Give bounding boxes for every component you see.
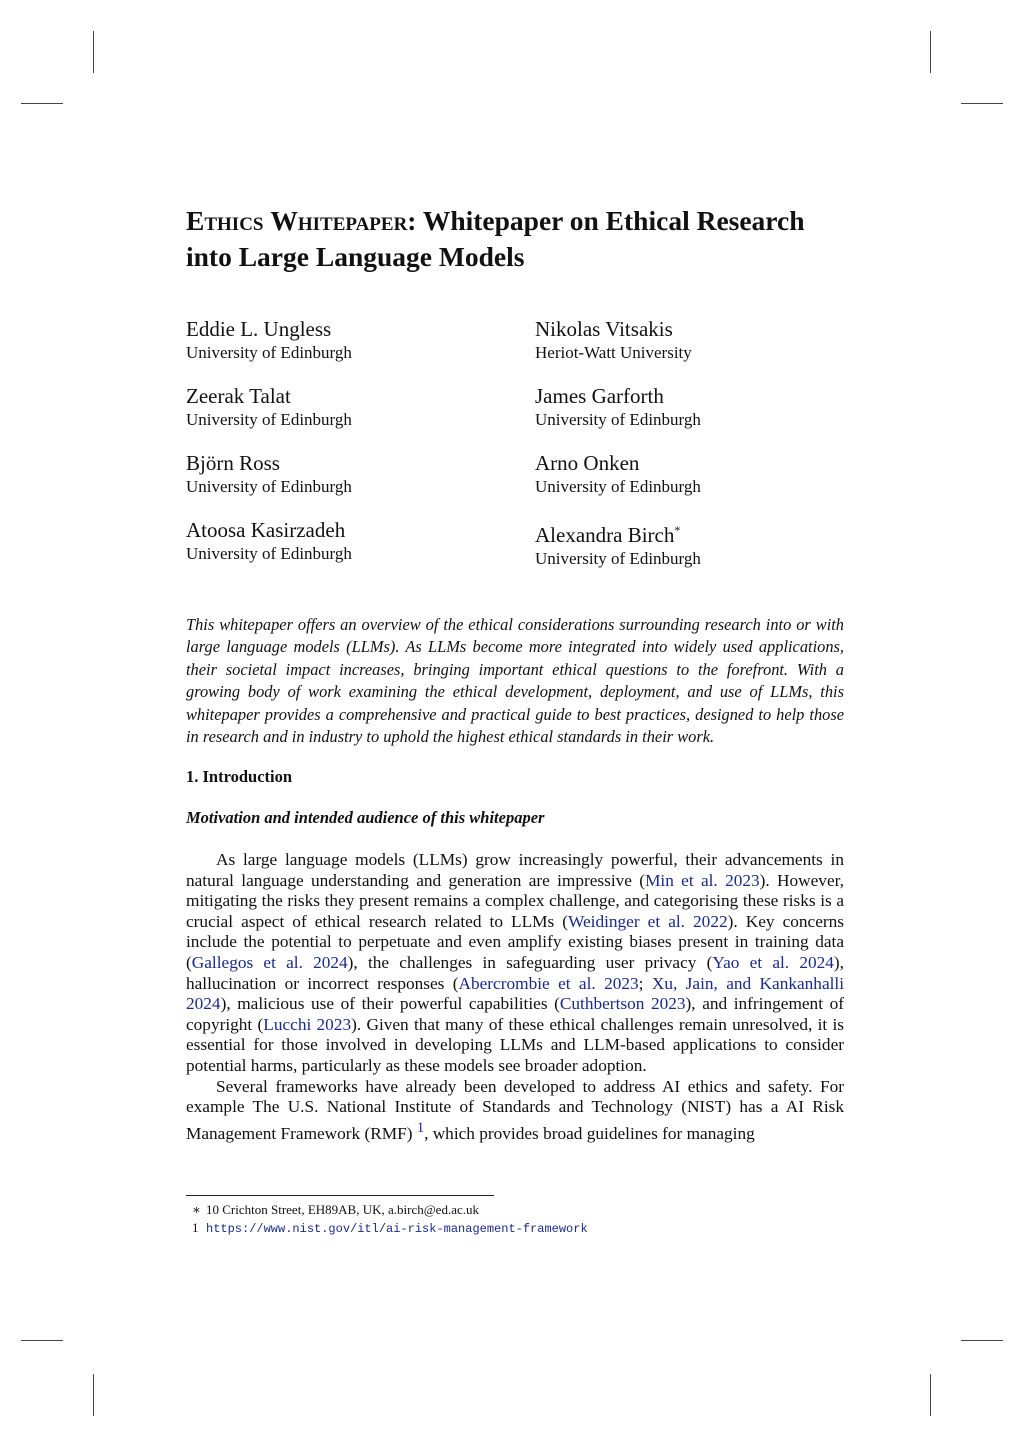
author-name: Zeerak Talat <box>186 384 291 408</box>
citation-link[interactable]: Yao et al. 2024 <box>712 952 834 972</box>
footnotes <box>192 1201 842 1238</box>
crop-mark <box>961 103 1003 104</box>
author <box>535 316 855 364</box>
author-affiliation: University of Edinburgh <box>186 477 352 496</box>
body-text <box>186 850 844 1144</box>
author-affiliation: University of Edinburgh <box>535 410 701 429</box>
author <box>186 450 506 498</box>
author <box>186 383 506 431</box>
author-name: Nikolas Vitsakis <box>535 317 673 341</box>
author <box>535 450 855 498</box>
author-name: Atoosa Kasirzadeh <box>186 518 346 542</box>
footnote-link[interactable]: 1 <box>416 1119 425 1136</box>
footnote-rule <box>186 1195 494 1196</box>
footnote: ∗ 10 Crichton Street, EH89AB, UK, a.birch@ed.ac.uk <box>192 1202 479 1217</box>
citation-link[interactable]: Gallegos et al. 2024 <box>191 952 348 972</box>
crop-mark <box>21 103 63 104</box>
author <box>186 316 506 364</box>
citation-link[interactable]: Lucchi 2023 <box>263 1014 352 1034</box>
author-name: Björn Ross <box>186 451 280 475</box>
citation-link[interactable]: Cuthbertson 2023 <box>559 994 686 1014</box>
author-name: Alexandra Birch* <box>535 523 681 547</box>
footnote-marker: * <box>674 523 681 537</box>
crop-mark <box>93 31 94 73</box>
author <box>535 383 855 431</box>
author-name: Eddie L. Ungless <box>186 317 332 341</box>
abstract: This whitepaper offers an overview of the ethical considerations surrounding research into or with large language models (LLMs). As LLMs become more integrated into widely used applications, their societal impact increases, bringing important ethical questions to the forefront. With a growing body of work examining the ethical development, deployment, and use of LLMs, this whitepaper provides a comprehensive and practical guide to best practices, designed to help those in research and in industry to uphold the highest ethical standards in their work. <box>186 615 844 747</box>
paragraph: As large language models (LLMs) grow increasingly powerful, their advancements in natural language understanding and generation are impressive (Min et al. 2023). However, mitigating the risks they present remains a complex challenge, and categorising these risks is a crucial aspect of ethical research related to LLMs (Weidinger et al. 2022). Key concerns include the potential to perpetuate and even amplify existing biases present in training data (Gallegos et al. 2024), the challenges in safeguarding user privacy (Yao et al. 2024), hallucination or incorrect responses (Abercrombie et al. 2023; Xu, Jain, and Kankanhalli 2024), malicious use of their powerful capabilities (Cuthbertson 2023), and infringement of copyright (Lucchi 2023). Given that many of these ethical challenges remain unresolved, it is essential for those involved in developing LLMs and LLM-based applications to consider potential harms, particularly as these models see broader adoption. <box>186 850 845 1075</box>
author-affiliation: University of Edinburgh <box>535 477 701 496</box>
author-name: Arno Onken <box>535 451 640 475</box>
footnote-url-link[interactable]: https://www.nist.gov/itl/ai-risk-management-framework <box>206 1222 588 1236</box>
crop-mark <box>930 1374 931 1416</box>
author-affiliation: University of Edinburgh <box>186 544 352 563</box>
section-heading: 1. Introduction <box>186 767 293 786</box>
author-affiliation: University of Edinburgh <box>186 343 352 362</box>
author <box>186 517 506 565</box>
author-affiliation: University of Edinburgh <box>186 410 352 429</box>
crop-mark <box>961 1340 1003 1341</box>
citation-link[interactable]: Xu, Jain, and Kankanhalli 2024 <box>186 973 845 1014</box>
crop-mark <box>930 31 931 73</box>
citation-link[interactable]: Weidinger et al. 2022 <box>568 911 728 931</box>
author-affiliation: Heriot-Watt University <box>535 343 692 362</box>
crop-mark <box>93 1374 94 1416</box>
author-affiliation: University of Edinburgh <box>535 549 701 568</box>
paragraph: Several frameworks have already been developed to address AI ethics and safety. For example The U.S. National Institute of Standards and Technology (NIST) has a AI Risk Management Framework (RMF) $^1$, which provides broad guidelines for managing <box>186 1076 844 1143</box>
citation-link[interactable]: Min et al. 2023 <box>645 870 760 890</box>
author <box>535 517 855 570</box>
footnote: 1 https://www.nist.gov/itl/ai-risk-management-framework <box>192 1220 588 1236</box>
author-name: James Garforth <box>535 384 664 408</box>
paper-title: Ethics Whitepaper: Whitepaper on Ethical Research into Large Language Models <box>186 205 805 272</box>
crop-mark <box>21 1340 63 1341</box>
subsection-heading: Motivation and intended audience of this whitepaper <box>186 808 545 827</box>
citation-link[interactable]: Abercrombie et al. 2023 <box>458 973 639 993</box>
